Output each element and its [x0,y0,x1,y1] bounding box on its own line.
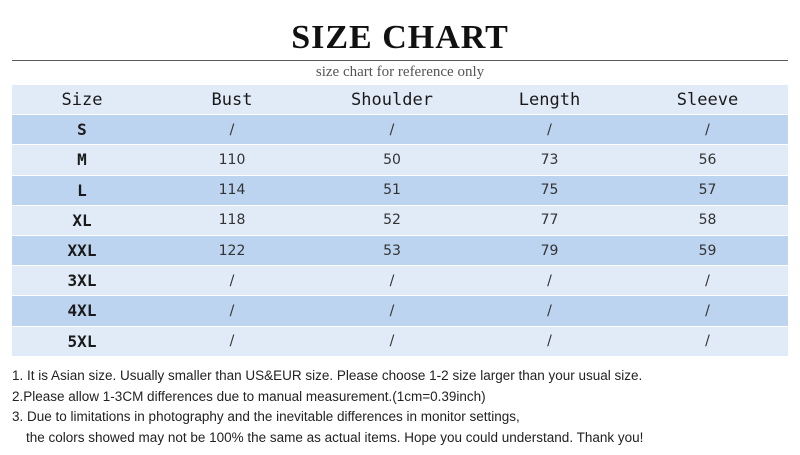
note-colors: the colors showed may not be 100% the same as actual items. Hope you could understand. Thank you! [26,429,644,445]
shoulder-cell: 52 [312,205,472,235]
bust-cell: / [152,266,312,296]
size-cell: XL [12,205,152,235]
table-row [12,145,788,175]
shoulder-cell: / [312,266,472,296]
bust-cell: 114 [152,175,312,205]
sleeve-cell: / [627,296,788,326]
column-header-sleeve: Sleeve [627,85,788,115]
size-cell: M [12,145,152,175]
shoulder-cell: 50 [312,145,472,175]
table-row [12,235,788,265]
length-cell: / [472,296,627,326]
column-header-length: Length [472,85,627,115]
table-row [12,175,788,205]
note-measurement: 2.Please allow 1-3CM differences due to manual measurement.(1cm=0.39inch) [12,388,486,404]
size-cell: S [12,115,152,145]
sleeve-cell: 58 [627,205,788,235]
sleeve-cell: / [627,115,788,145]
length-cell: 75 [472,175,627,205]
length-cell: 73 [472,145,627,175]
note-photography: 3. Due to limitations in photography and the inevitable differences in monitor settings, [12,409,520,424]
table-row [12,326,788,356]
size-cell: 4XL [12,296,152,326]
bust-cell: 118 [152,205,312,235]
column-header-size: Size [12,85,152,115]
bust-cell: / [152,296,312,326]
shoulder-cell: / [312,326,472,356]
shoulder-cell: / [312,296,472,326]
size-cell: L [12,175,152,205]
title-divider [12,60,788,61]
note-asian-size: 1. It is Asian size. Usually smaller than US&EUR size. Please choose 1-2 size larger than your usual size. [12,368,643,383]
column-header-shoulder: Shoulder [312,85,472,115]
page-subtitle: size chart for reference only [315,64,485,80]
length-cell: / [472,266,627,296]
length-cell: / [472,115,627,145]
page-title: SIZE CHART [291,19,509,56]
sleeve-cell: 57 [627,175,788,205]
bust-cell: 122 [152,235,312,265]
size-notes [12,366,792,448]
size-cell: 5XL [12,326,152,356]
column-header-bust: Bust [152,85,312,115]
sleeve-cell: 59 [627,235,788,265]
bust-cell: / [152,115,312,145]
table-header-row [12,85,788,115]
size-cell: 3XL [12,266,152,296]
bust-cell: 110 [152,145,312,175]
table-row [12,266,788,296]
length-cell: 79 [472,235,627,265]
bust-cell: / [152,326,312,356]
table-row [12,205,788,235]
shoulder-cell: 53 [312,235,472,265]
length-cell: 77 [472,205,627,235]
table-row [12,115,788,145]
sleeve-cell: 56 [627,145,788,175]
size-cell: XXL [12,235,152,265]
shoulder-cell: 51 [312,175,472,205]
table-row [12,296,788,326]
shoulder-cell: / [312,115,472,145]
sleeve-cell: / [627,326,788,356]
sleeve-cell: / [627,266,788,296]
length-cell: / [472,326,627,356]
size-chart-table [12,85,788,357]
